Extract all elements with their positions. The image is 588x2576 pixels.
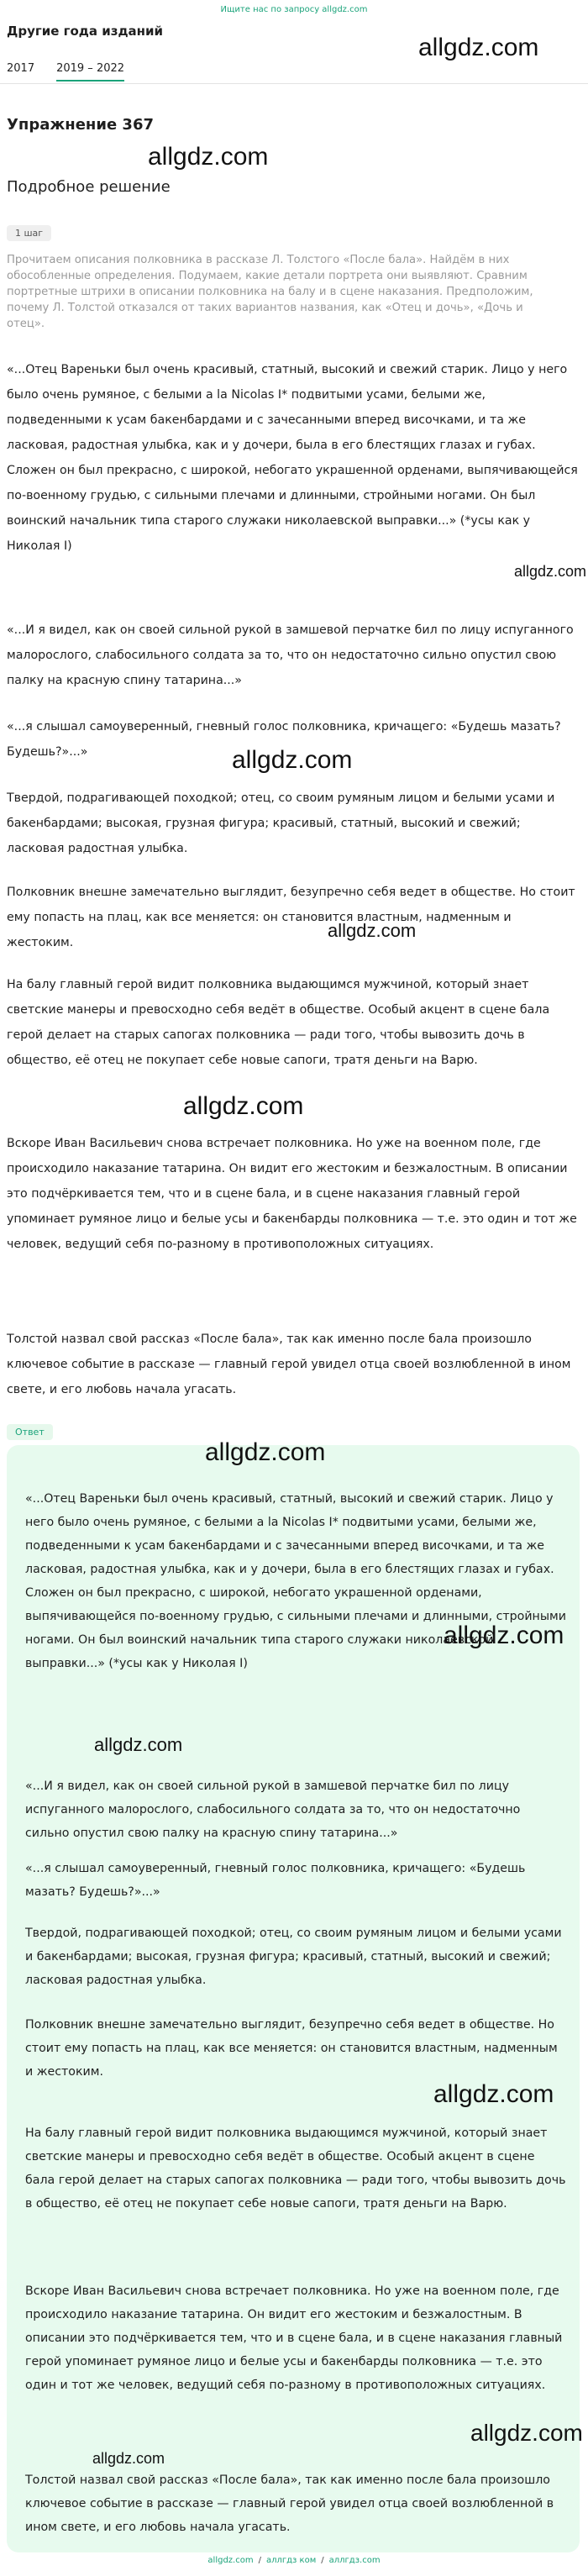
watermark: allgdz.com xyxy=(183,1092,304,1120)
footer-links: allgdz.com / аллгдз ком / аллгдз.com xyxy=(207,2556,381,2565)
footer-link[interactable]: аллгдз.com xyxy=(328,2556,381,2565)
watermark: allgdz.com xyxy=(205,1438,326,1466)
watermark: allgdz.com xyxy=(470,2420,583,2446)
watermark: allgdz.com xyxy=(444,1622,564,1649)
answer-paragraph: Толстой назвал свой рассказ «После бала», так как именно после бала произошло ключевое событие в рассказе — главный герой увидел отца своей возлюбленной в ином свете, и его любовь начала угасать. xyxy=(25,2473,554,2534)
footer-link[interactable]: allgdz.com xyxy=(207,2556,254,2565)
tab-year-2019-2022[interactable]: 2019 – 2022 xyxy=(56,62,124,81)
solution-paragraph: Вскоре Иван Васильевич снова встречает полковника. Но уже на военном поле, где происходило наказание татарина. Он видит его жестоким и безжалостным. В описании это подчёркивается тем, что и в сцене бала, и в сцене наказания главный герой упоминает румяное лицо и белые усы и бакенбарды полковника — т.е. это один и тот же человек, ведущий себя по-разному в противоположных ситуациях. xyxy=(7,1137,577,1251)
solution-paragraph: Твердой, подрагивающей походкой; отец, со своим румяным лицом и белыми усами и бакенбардами; высокая, грузная фигура; красивый, статный, высокий и свежий; ласковая радостная улыбка. xyxy=(7,791,555,855)
solution-paragraph: «...Отец Вареньки был очень красивый, статный, высокий и свежий старик. Лицо у него было очень румяное, с белыми а la Nicolas I* подвитыми усами, белыми же, подведенными к усам бакенбардами и с зачесанными вперед височками, и та же ласковая, радостная улыбка, как и у дочери, была в его блестящих глазах и губах. Сложен он был прекрасно, с широкой, небогато украшенной орденами, выпячивающейся по-военному грудью, с сильными плечами и длинными, стройными ногами. Он был воинский начальник типа старого служаки николаевской выправки...» (*усы как у Николая I) xyxy=(7,363,578,553)
answer-paragraph: Твердой, подрагивающей походкой; отец, со своим румяным лицом и белыми усами и бакенбардами; высокая, грузная фигура; красивый, статный, высокий и свежий; ласковая радостная улыбка. xyxy=(25,1927,562,1987)
year-tabs xyxy=(7,62,146,81)
solution-paragraph: «...я слышал самоуверенный, гневный голос полковника, кричащего: «Будешь мазать? Будешь?»...» xyxy=(7,720,561,759)
solution-title: Подробное решение xyxy=(7,178,171,196)
watermark: allgdz.com xyxy=(433,2080,554,2108)
task-intro: Прочитаем описания полковника в рассказе Л. Толстого «После бала». Найдём в них обособленные определения. Подумаем, какие детали портрета они выявляют. Сравним портретные штрихи в описании полковника на балу и в сцене наказания. Предположим, почему Л. Толстой отказался от таких вариантов названия, как «Отец и дочь», «Дочь и отец». xyxy=(7,254,533,330)
tabs-divider xyxy=(0,83,588,84)
solution-paragraph: Толстой назвал свой рассказ «После бала», так как именно после бала произошло ключевое событие в рассказе — главный герой увидел отца своей возлюбленной в ином свете, и его любовь начала угасать. xyxy=(7,1333,571,1396)
search-hint-link[interactable]: Ищите нас по запросу allgdz.com xyxy=(220,5,368,14)
solution-paragraph: «...И я видел, как он своей сильной рукой в замшевой перчатке бил по лицу испуганного малорослого, слабосильного солдата за то, что он недостаточно сильно опустил свою палку на красную спину татарина...» xyxy=(7,623,574,687)
answer-badge: Ответ xyxy=(7,1424,53,1440)
footer-link[interactable]: аллгдз ком xyxy=(265,2556,317,2565)
watermark: allgdz.com xyxy=(328,920,417,941)
watermark: allgdz.com xyxy=(514,563,587,580)
solution-paragraph: На балу главный герой видит полковника выдающимся мужчиной, который знает светские манеры и превосходно себя ведёт в обществе. Особый акцент в сцене бала герой делает на старых сапогах полковника — ради того, чтобы вывозить дочь в общество, её отец не покупает себе новые сапоги, тратя деньги на Варю. xyxy=(7,978,550,1067)
step-badge: 1 шаг xyxy=(7,225,51,241)
watermark: allgdz.com xyxy=(92,2450,165,2467)
watermark: allgdz.com xyxy=(232,746,353,774)
watermark: allgdz.com xyxy=(418,34,539,61)
answer-paragraph: Вскоре Иван Васильевич снова встречает полковника. Но уже на военном поле, где происходило наказание татарина. Он видит его жестоким и безжалостным. В описании это подчёркивается тем, что и в сцене бала, и в сцене наказания главный герой упоминает румяное лицо и белые усы и бакенбарды полковника — т.е. это один и тот же человек, ведущий себя по-разному в противоположных ситуациях. xyxy=(25,2284,563,2392)
watermark: allgdz.com xyxy=(94,1734,183,1755)
answer-paragraph: «...И я видел, как он своей сильной рукой в замшевой перчатке бил по лицу испуганного малорослого, слабосильного солдата за то, что он недостаточно сильно опустил свою палку на красную спину татарина...» xyxy=(25,1780,521,1840)
answer-paragraph: «...Отец Вареньки был очень красивый, статный, высокий и свежий старик. Лицо у него было очень румяное, с белыми а la Nicolas I* подвитыми усами, белыми же, подведенными к усам бакенбардами и с зачесанными вперед височками, и та же ласковая, радостная улыбка, как и у дочери, была в его блестящих глазах и губах. Сложен он был прекрасно, с широкой, небогато украшенной орденами, выпячивающейся по-военному грудью, с сильными плечами и длинными, стройными ногами. Он был воинский начальник типа старого служаки николаевской выправки...» (*усы как у Николая I) xyxy=(25,1492,566,1670)
exercise-title: Упражнение 367 xyxy=(7,116,154,134)
answer-paragraph: Полковник внешне замечательно выглядит, безупречно себя ведет в обществе. Но стоит ему попасть на плац, как все меняется: он становится властным, надменным и жестоким. xyxy=(25,2018,558,2079)
tab-year-2017[interactable]: 2017 xyxy=(7,62,35,75)
answer-paragraph: «...я слышал самоуверенный, гневный голос полковника, кричащего: «Будешь мазать? Будешь?»...» xyxy=(25,1862,526,1899)
solution-paragraph: Полковник внешне замечательно выглядит, безупречно себя ведет в обществе. Но стоит ему попасть на плац, как все меняется: он становится властным, надменным и жестоким. xyxy=(7,886,575,949)
watermark: allgdz.com xyxy=(148,143,269,171)
other-years-title: Другие года изданий xyxy=(7,24,164,39)
answer-paragraph: На балу главный герой видит полковника выдающимся мужчиной, который знает светские манеры и превосходно себя ведёт в обществе. Особый акцент в сцене бала герой делает на старых сапогах полковника — ради того, чтобы вывозить дочь в общество, её отец не покупает себе новые сапоги, тратя деньги на Варю. xyxy=(25,2127,566,2211)
